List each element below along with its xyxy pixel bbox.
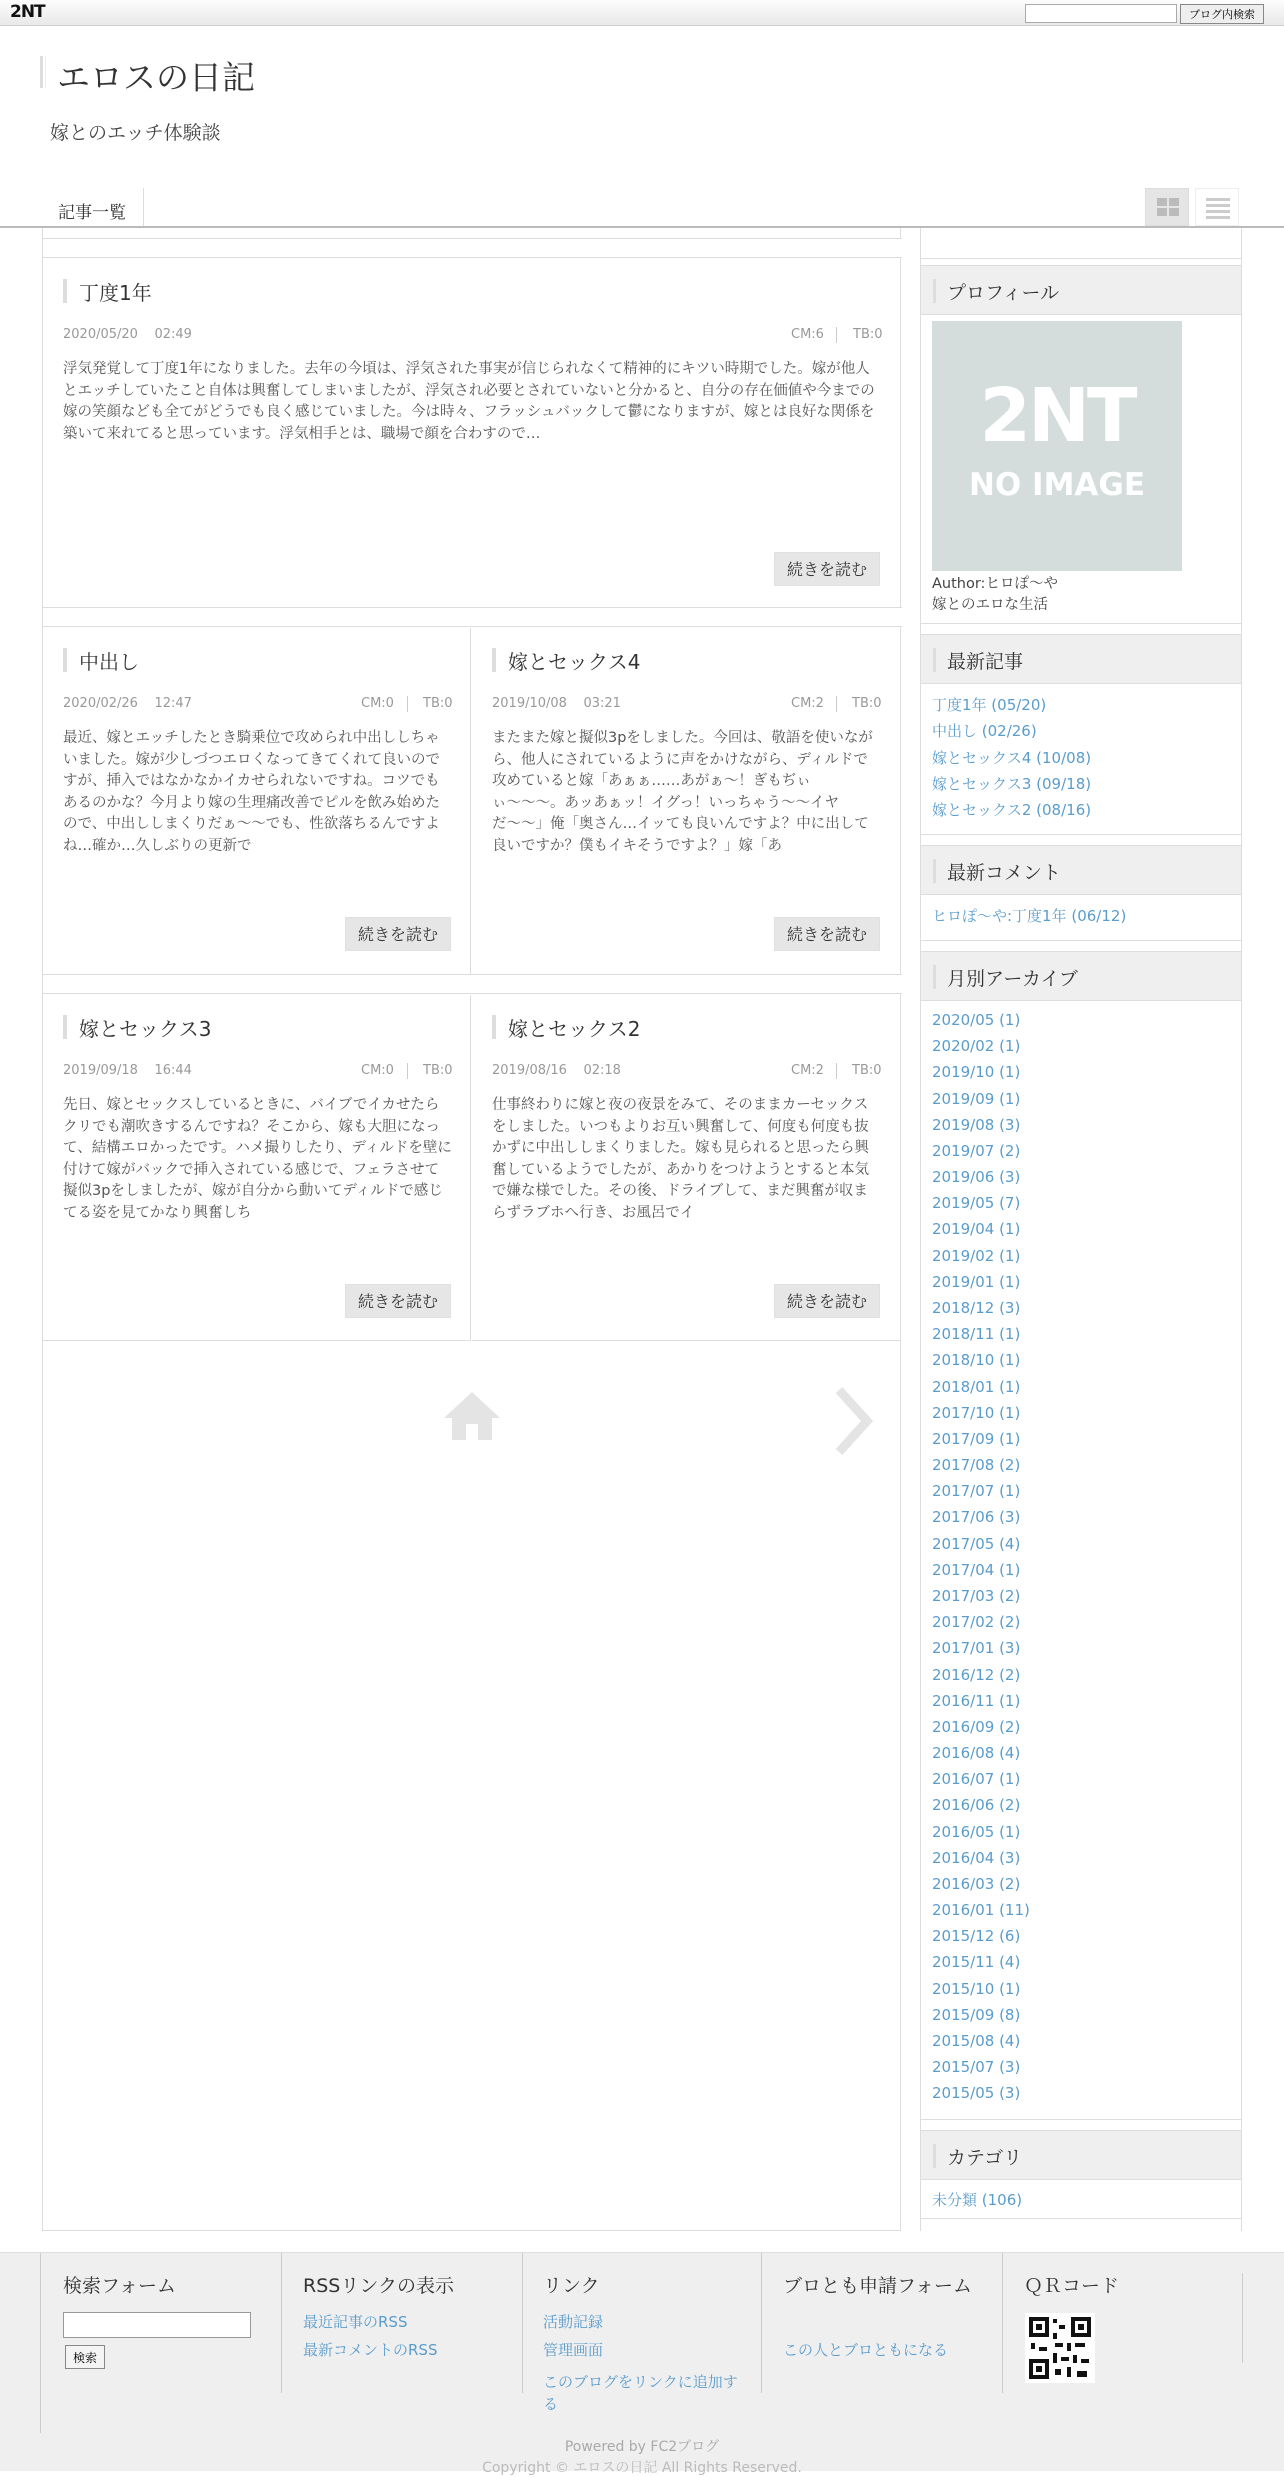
archive-link[interactable]: 2017/09 (1): [932, 1429, 1021, 1448]
article-comment-count[interactable]: CM:2: [791, 696, 824, 711]
meta-divider: [836, 696, 837, 712]
article-title[interactable]: 嫁とセックス2: [508, 1017, 641, 1041]
article-title[interactable]: 嫁とセックス4: [508, 650, 641, 674]
footer-divider: [1242, 2273, 1243, 2363]
title-accent-bar: [63, 279, 70, 303]
archive-link[interactable]: 2016/04 (3): [932, 1848, 1021, 1867]
archive-link[interactable]: 2019/02 (1): [932, 1246, 1021, 1265]
archive-link[interactable]: 2016/09 (2): [932, 1717, 1021, 1736]
row-separator: [43, 238, 902, 258]
article-card: [43, 995, 471, 1341]
blog-search-input[interactable]: [1025, 4, 1177, 23]
article-excerpt: 最近、嫁とエッチしたとき騎乗位で攻められ中出ししちゃいました。嫁が少しづつエロくなってきてくれて良いのですが、挿入ではなかなかイカせられないですね。コツでもあるのかな？今月より嫁の生理痛改善でピルを飲み始めたので、中出ししまくりだぁ〜〜でも、性欲落ちるんですよね…確か…久しぶりの更新で: [63, 730, 440, 854]
recent-article-link[interactable]: 嫁とセックス4 (10/08): [932, 748, 1092, 767]
archive-link[interactable]: 2015/11 (4): [932, 1953, 1021, 1972]
archive-link[interactable]: 2019/01 (1): [932, 1272, 1021, 1291]
archive-link[interactable]: 2016/07 (1): [932, 1770, 1021, 1789]
article-date: 2019/08/16 02:18: [492, 1063, 621, 1078]
link-add-blog[interactable]: このブログをリンクに追加する: [543, 2373, 738, 2413]
archive-link[interactable]: 2015/12 (6): [932, 1927, 1021, 1946]
footer-divider: [40, 2253, 41, 2433]
profile-heading: プロフィール: [947, 282, 1060, 304]
article-trackback-count[interactable]: TB:0: [852, 696, 882, 711]
archive-link[interactable]: 2016/12 (2): [932, 1665, 1021, 1684]
article-trackback-count[interactable]: TB:0: [853, 327, 883, 342]
recent-comments-header: [921, 845, 1241, 895]
article-card: [472, 995, 900, 1341]
tab-article-list[interactable]: 記事一覧: [44, 188, 144, 228]
footer-friend-heading: ブロとも申請フォーム: [783, 2275, 973, 2297]
archive-link[interactable]: 2019/09 (1): [932, 1089, 1021, 1108]
article-trackback-count[interactable]: TB:0: [423, 696, 453, 711]
footer-divider: [522, 2253, 523, 2393]
archive-link[interactable]: 2019/04 (1): [932, 1220, 1021, 1239]
home-icon-graphic: [442, 1388, 502, 1444]
header-accent-bar: [933, 648, 939, 672]
archive-link[interactable]: 2017/10 (1): [932, 1403, 1021, 1422]
article-comment-count[interactable]: CM:0: [361, 696, 394, 711]
article-excerpt: 浮気発覚して丁度1年になりました。去年の今頃は、浮気された事実が信じられなくて精神的にキツい時期でした。嫁が他人とエッチしていたこと自体は興奮してしまいましたが、浮気され必要とされていないと分かると、自分の存在価値や今までの嫁の笑顔なども全てがどうでも良く感じていました。今は時々、フラッシュバックして鬱になりますが、嫁とは良好な関係を築いて来れてると思っています。浮気相手とは、職場で顔を合わすので…: [63, 361, 875, 442]
link-admin[interactable]: 管理画面: [543, 2341, 604, 2359]
article-title[interactable]: 中出し: [79, 650, 139, 674]
read-more-button[interactable]: 続きを読む: [774, 552, 880, 586]
blog-description: 嫁とのエッチ体験談: [50, 122, 221, 144]
archive-link[interactable]: 2016/01 (11): [932, 1901, 1030, 1920]
profile-description: 嫁とのエロな生活: [932, 597, 1048, 613]
recent-articles-header: [921, 634, 1241, 684]
archive-link[interactable]: 2017/01 (3): [932, 1639, 1021, 1658]
title-accent-bar: [492, 648, 499, 672]
blog-title[interactable]: エロスの日記: [57, 58, 255, 97]
footer-search-input[interactable]: [63, 2312, 251, 2338]
list-icon-graphic: [1196, 189, 1240, 227]
article-comment-count[interactable]: CM:0: [361, 1063, 394, 1078]
footer: [0, 2252, 1284, 2476]
archive-link[interactable]: 2016/11 (1): [932, 1691, 1021, 1710]
article-excerpt: 先日、嫁とセックスしているときに、バイブでイカせたらクリでも潮吹きするんですね？そこから、嫁も大胆になって、結構エロかったです。ハメ撮りしたり、ディルドを壁に付けて嫁がバックで挿入されている感じで、フェラさせて擬似3pをしましたが、嫁が自分から動いてディルドで感じてる姿を見てかなり興奮しち: [63, 1097, 452, 1221]
top-bar: [0, 0, 1284, 26]
recent-article-link[interactable]: 丁度1年 (05/20): [932, 696, 1047, 714]
read-more-button[interactable]: 続きを読む: [345, 917, 451, 951]
archive-link[interactable]: 2015/07 (3): [932, 2058, 1021, 2077]
archive-link[interactable]: 2020/05 (1): [932, 1011, 1021, 1029]
sidebar: [920, 228, 1242, 2231]
archive-link[interactable]: 2017/07 (1): [932, 1482, 1021, 1501]
footer-divider: [761, 2253, 762, 2393]
grid-view-icon[interactable]: [1145, 188, 1189, 226]
archive-link[interactable]: 2017/08 (2): [932, 1456, 1021, 1475]
qr-code-graphic: [1025, 2313, 1095, 2383]
archive-link[interactable]: 2016/08 (4): [932, 1744, 1021, 1763]
archive-link[interactable]: 2015/10 (1): [932, 1979, 1021, 1998]
meta-divider: [407, 1063, 408, 1079]
sidebar-divider: [921, 2218, 1241, 2228]
archive-link[interactable]: 2018/01 (1): [932, 1377, 1021, 1396]
home-icon[interactable]: [442, 1388, 502, 1448]
profile-header: [921, 265, 1241, 315]
archive-link[interactable]: 2018/11 (1): [932, 1325, 1021, 1344]
category-header: [921, 2130, 1241, 2180]
article-date: 2019/09/18 16:44: [63, 1063, 192, 1078]
article-comment-count[interactable]: CM:6: [791, 327, 824, 342]
archive-link[interactable]: 2017/05 (4): [932, 1534, 1021, 1553]
sidebar-divider: [921, 623, 1241, 633]
rss-recent-comments-link[interactable]: 最新コメントのRSS: [303, 2341, 438, 2359]
sidebar-divider: [921, 940, 1241, 950]
header-accent-bar: [933, 965, 939, 989]
article-date: 2019/10/08 03:21: [492, 696, 621, 711]
footer-search-button[interactable]: 検索: [65, 2345, 105, 2369]
archive-link[interactable]: 2016/05 (1): [932, 1822, 1021, 1841]
archive-link[interactable]: 2019/10 (1): [932, 1063, 1021, 1082]
recent-article-link[interactable]: 嫁とセックス2 (08/16): [932, 801, 1092, 820]
article-title[interactable]: 嫁とセックス3: [79, 1017, 212, 1041]
noimage-text: NO IMAGE: [968, 467, 1146, 503]
header-accent-bar: [933, 279, 939, 303]
recent-article-link[interactable]: 中出し (02/26): [932, 722, 1037, 741]
article-card: [43, 259, 900, 607]
article-date: 2020/05/20 02:49: [63, 327, 192, 342]
archive-link[interactable]: 2019/08 (3): [932, 1115, 1021, 1134]
archive-link[interactable]: 2019/07 (2): [932, 1141, 1021, 1160]
sidebar-divider: [921, 834, 1241, 844]
footer-divider: [1002, 2253, 1003, 2393]
archive-link[interactable]: 2018/10 (1): [932, 1351, 1021, 1370]
footer-search-heading: 検索フォーム: [63, 2275, 177, 2297]
next-page-icon[interactable]: [833, 1386, 873, 1460]
recent-articles-heading: 最新記事: [947, 651, 1024, 673]
meta-divider: [407, 696, 408, 712]
article-excerpt: またまた嫁と擬似3pをしました。今回は、敬語を使いながら、他人にされているように声をかけながら、ディルドで攻めていると嫁「あぁぁ……あがぁ〜！ぎもぢぃぃ〜〜〜。あッあぁッ！イグっ！いっちゃう〜〜イヤだ〜〜」俺「奥さん…イッても良いんですよ？中に出して良いですか？僕もイキそうですよ？」嫁「あ: [492, 730, 873, 854]
row-separator: [43, 607, 902, 627]
rss-recent-articles-link[interactable]: 最近記事のRSS: [303, 2313, 408, 2331]
article-trackback-count[interactable]: TB:0: [852, 1063, 882, 1078]
title-accent-bar: [492, 1015, 499, 1039]
sidebar-divider: [921, 2119, 1241, 2129]
profile-author: Author:ヒロぽ〜や: [932, 576, 1058, 592]
archive-link[interactable]: 2020/02 (1): [932, 1037, 1021, 1056]
read-more-button[interactable]: 続きを読む: [774, 1284, 880, 1318]
category-link[interactable]: 未分類 (106): [932, 2191, 1023, 2209]
archive-link[interactable]: 2017/04 (1): [932, 1560, 1021, 1579]
blog-search-button[interactable]: ブログ内検索: [1180, 4, 1264, 24]
header-accent-bar: [933, 2144, 939, 2168]
footer-powered[interactable]: Powered by FC2ブログ: [564, 2439, 720, 2455]
article-title[interactable]: 丁度1年: [79, 281, 152, 305]
title-accent-bar: [63, 1015, 70, 1039]
archive-link[interactable]: 2017/03 (2): [932, 1586, 1021, 1605]
archive-header: [921, 951, 1241, 1001]
category-heading: カテゴリ: [947, 2147, 1023, 2169]
archive-heading: 月別アーカイブ: [947, 968, 1078, 990]
article-card: [43, 628, 471, 974]
footer-divider: [281, 2253, 282, 2393]
article-card: [472, 628, 900, 974]
qr-code: [1025, 2313, 1095, 2383]
article-comment-count[interactable]: CM:2: [791, 1063, 824, 1078]
chevron-right-icon: [833, 1386, 873, 1456]
footer-copyright: Copyright © エロスの日記 All Rights Reserved.: [482, 2460, 802, 2476]
grid-icon-graphic: [1146, 189, 1190, 227]
read-more-button[interactable]: 続きを読む: [345, 1284, 451, 1318]
archive-link[interactable]: 2017/06 (3): [932, 1508, 1021, 1527]
archive-link[interactable]: 2019/05 (7): [932, 1194, 1021, 1213]
recent-comment-link[interactable]: ヒロぽ〜や:丁度1年 (06/12): [932, 907, 1127, 925]
recent-article-link[interactable]: 嫁とセックス3 (09/18): [932, 774, 1092, 793]
footer-qr-heading: ＱＲコード: [1024, 2275, 1120, 2297]
title-accent-bar: [40, 56, 46, 88]
article-trackback-count[interactable]: TB:0: [423, 1063, 453, 1078]
link-activity-log[interactable]: 活動記録: [543, 2313, 604, 2331]
article-date: 2020/02/26 12:47: [63, 696, 192, 711]
archive-link[interactable]: 2015/09 (8): [932, 2005, 1021, 2024]
friend-request-link[interactable]: この人とブロともになる: [783, 2341, 949, 2359]
meta-divider: [836, 1063, 837, 1079]
archive-link[interactable]: 2016/06 (2): [932, 1796, 1021, 1815]
title-accent-bar: [63, 648, 70, 672]
archive-link[interactable]: 2019/06 (3): [932, 1168, 1021, 1187]
meta-divider: [836, 327, 837, 343]
footer-links-heading: リンク: [543, 2275, 600, 2297]
header-accent-bar: [933, 859, 939, 883]
main-content: [42, 228, 901, 2231]
noimage-logo: 2NT: [979, 373, 1135, 459]
recent-comments-heading: 最新コメント: [947, 862, 1062, 884]
archive-link[interactable]: 2017/02 (2): [932, 1613, 1021, 1632]
site-logo[interactable]: 2NT: [10, 2, 45, 22]
footer-rss-heading: RSSリンクの表示: [303, 2275, 454, 2297]
article-excerpt: 仕事終わりに嫁と夜の夜景をみて、そのままカーセックスをしました。いつもよりお互い興奮して、何度も何度も抜かずに中出ししまくりました。嫁も見られると思ったら興奮しているようでしたが、あかりをつけようとすると本気で嫌な様でした。その後、ドライブして、まだ興奮が収まらずラブホへ行き、お風呂でイ: [492, 1097, 869, 1221]
archive-link[interactable]: 2018/12 (3): [932, 1298, 1021, 1317]
list-view-icon[interactable]: [1195, 188, 1239, 226]
read-more-button[interactable]: 続きを読む: [774, 917, 880, 951]
row-separator: [43, 974, 902, 994]
profile-noimage: [932, 321, 1182, 571]
archive-link[interactable]: 2015/05 (3): [932, 2084, 1021, 2103]
archive-link[interactable]: 2016/03 (2): [932, 1874, 1021, 1893]
archive-link[interactable]: 2015/08 (4): [932, 2032, 1021, 2051]
